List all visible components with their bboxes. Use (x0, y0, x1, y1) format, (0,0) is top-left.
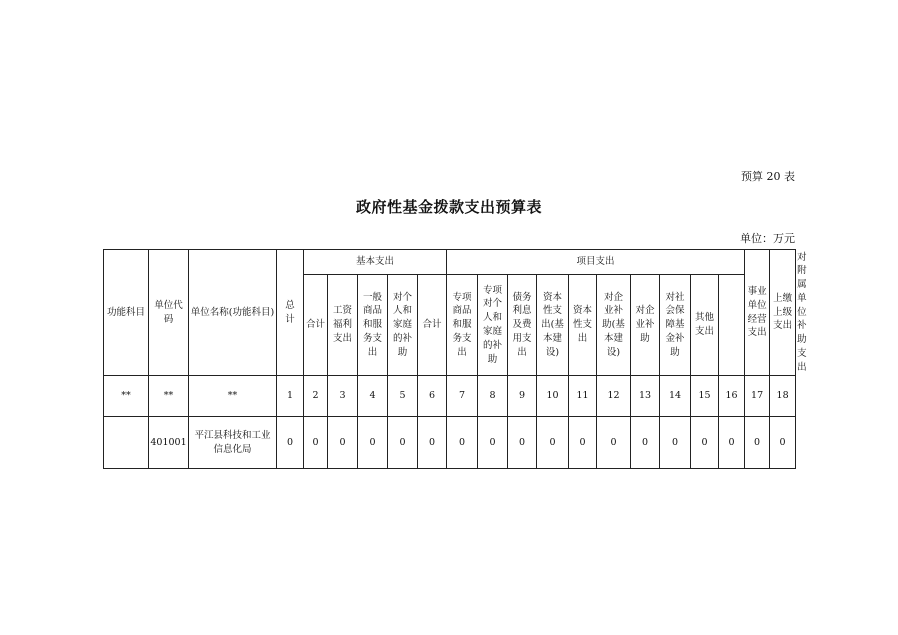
row-value: 0 (537, 417, 569, 469)
header-func-subject: 功能科目 (104, 250, 149, 376)
index-cell: 6 (418, 376, 447, 417)
page-title: 政府性基金拨款支出预算表 (355, 198, 542, 216)
header-basic-subtotal: 合计 (304, 275, 328, 376)
header-project-personal: 专项 对个 人和 家庭 的补 助 (478, 275, 508, 376)
header-project-goods: 专项 商品 和服 务支 出 (447, 275, 478, 376)
header-unit-name: 单位名称(功能科目) (189, 250, 277, 376)
index-cell: 12 (597, 376, 631, 417)
index-cell: 7 (447, 376, 478, 417)
row-unit-name: 平江县科技和工业信息化局 (189, 417, 277, 469)
index-cell: 3 (328, 376, 358, 417)
header-turn-over-superior: 上缴 上级 支出 (770, 250, 796, 376)
index-cell: 17 (745, 376, 770, 417)
row-func-subject (104, 417, 149, 469)
header-project-debt: 债务 利息 及费 用支 出 (508, 275, 537, 376)
index-cell: 18 (770, 376, 796, 417)
table-number: 预算 20 表 (741, 170, 795, 183)
row-value: 0 (691, 417, 719, 469)
header-basic-personal: 对个 人和 家庭 的补 助 (388, 275, 418, 376)
row-value: 0 (304, 417, 328, 469)
row-value: 0 (508, 417, 537, 469)
row-value: 0 (277, 417, 304, 469)
row-value: 0 (770, 417, 796, 469)
row-value: 0 (569, 417, 597, 469)
index-cell: 11 (569, 376, 597, 417)
header-business-operation: 事业 单位 经营 支出 (745, 250, 770, 376)
index-cell: 9 (508, 376, 537, 417)
header-basic-wages: 工资 福利 支出 (328, 275, 358, 376)
header-project-other: 其他 支出 (691, 275, 719, 376)
row-value: 0 (358, 417, 388, 469)
header-total: 总 计 (277, 250, 304, 376)
row-value: 0 (719, 417, 745, 469)
header-project-subtotal: 合计 (418, 275, 447, 376)
row-unit-code: 401001 (149, 417, 189, 469)
row-value: 0 (597, 417, 631, 469)
row-value: 0 (745, 417, 770, 469)
row-value: 0 (447, 417, 478, 469)
budget-table: 功能科目 单位代 码 单位名称(功能科目) 总 计 基本支出 项目支出 事业 单位 经营 支出 上缴 上级 支出 对附 属单 位补 助支 出 合计 工资 福利 支出 一般 商品 和服 务支 出 对个 人和 家庭 的补 助 合计 专项 商品 和服 务支 出 专项 对个 人和 家庭 的补 助 债务 利息 及费 用支 出 资本 性支 出(基 本建 设) 资本 性支 出 对企 业补 助(基 本建 设) 对企 业补 助 对社 会保 障基 金补 助 其他 支出 ** ** ** 1 2 3 4 5 6 7 8 9 10 11 12 13 14 15 16 17 18 401001 平江县科技和工业信息化局 0 0 0 0 0 0 0 0 0 0 0 0 0 0 0 0 0 0 (103, 249, 796, 469)
index-cell: 16 (719, 376, 745, 417)
header-unit-code: 单位代 码 (149, 250, 189, 376)
index-cell: 14 (660, 376, 691, 417)
index-cell: 2 (304, 376, 328, 417)
index-cell: 5 (388, 376, 418, 417)
index-cell: 4 (358, 376, 388, 417)
header-project-social-security: 对社 会保 障基 金补 助 (660, 275, 691, 376)
header-project-enterprise-construction: 对企 业补 助(基 本建 设) (597, 275, 631, 376)
row-value: 0 (660, 417, 691, 469)
index-cell: 13 (631, 376, 660, 417)
index-cell: 8 (478, 376, 508, 417)
row-value: 0 (388, 417, 418, 469)
index-cell: ** (189, 376, 277, 417)
header-basic-group: 基本支出 (304, 250, 447, 275)
row-value: 0 (328, 417, 358, 469)
index-cell: 15 (691, 376, 719, 417)
header-project-enterprise: 对企 业补 助 (631, 275, 660, 376)
table-row (104, 417, 796, 469)
index-cell: 10 (537, 376, 569, 417)
header-basic-goods: 一般 商品 和服 务支 出 (358, 275, 388, 376)
index-cell: 1 (277, 376, 304, 417)
header-project-capital-construction: 资本 性支 出(基 本建 设) (537, 275, 569, 376)
index-cell: ** (104, 376, 149, 417)
header-project-capital: 资本 性支 出 (569, 275, 597, 376)
header-project-group: 项目支出 (447, 250, 745, 275)
index-cell: ** (149, 376, 189, 417)
row-value: 0 (478, 417, 508, 469)
column-index-row (104, 376, 796, 417)
row-value: 0 (418, 417, 447, 469)
row-value: 0 (631, 417, 660, 469)
unit-label: 单位：万元 (740, 232, 795, 245)
